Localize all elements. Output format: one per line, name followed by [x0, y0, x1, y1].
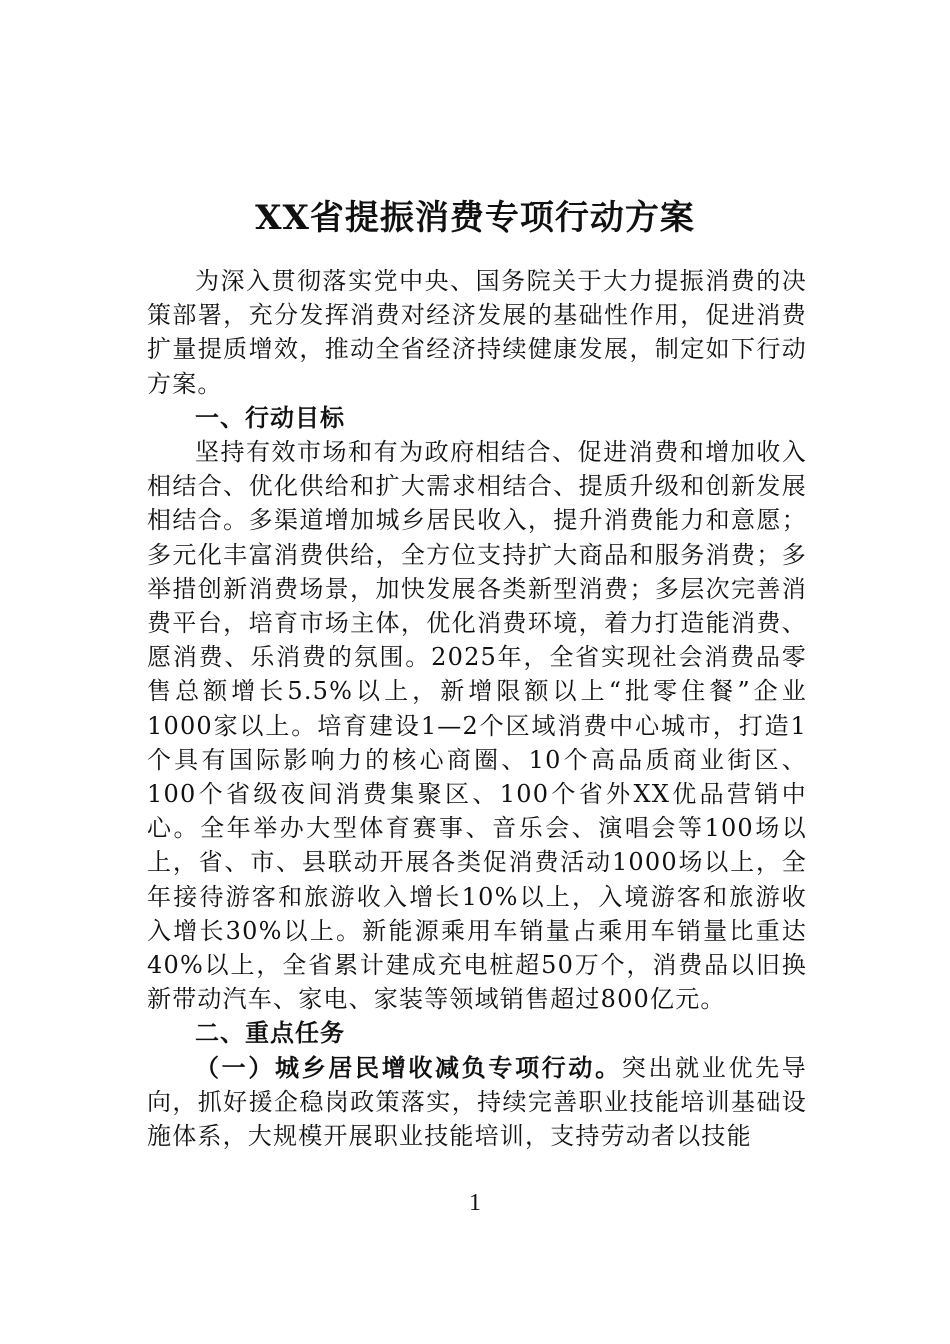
- section-heading-tasks: 二、重点任务: [195, 1019, 345, 1048]
- section-heading-goals: 一、行动目标: [195, 403, 345, 432]
- task-paragraph: [147, 1051, 807, 1154]
- document-title: XX省提振消费专项行动方案: [255, 197, 695, 238]
- task-lead: （一）城乡居民增收减负专项行动。: [195, 1052, 622, 1082]
- document-body: [147, 264, 807, 1153]
- intro-paragraph: 为深入贯彻落实党中央、国务院关于大力提振消费的决策部署，充分发挥消费对经济发展的基础性作用，促进消费扩量提质增效，推动全省经济持续健康发展，制定如下行动方案。: [147, 267, 807, 398]
- goals-paragraph: 坚持有效市场和有为政府相结合、促进消费和增加收入相结合、优化供给和扩大需求相结合、提质升级和创新发展相结合。多渠道增加城乡居民收入，提升消费能力和意愿；多元化丰富消费供给，全方位支持扩大商品和服务消费；多举措创新消费场景，加快发展各类新型消费；多层次完善消费平台，培育市场主体，优化消费环境，着力打造能消费、愿消费、乐消费的氛围。2025年，全省实现社会消费品零售总额增长5.5%以上，新增限额以上“批零住餐”企业1000家以上。培育建设1—2个区域消费中心城市，打造1个具有国际影响力的核心商圈、10个高品质商业街区、100个省级夜间消费集聚区、100个省外XX优品营销中心。全年举办大型体育赛事、音乐会、演唱会等100场以上，省、市、县联动开展各类促消费活动1000场以上，全年接待游客和旅游收入增长10%以上，入境游客和旅游收入增长30%以上。新能源乘用车销量占乘用车销量比重达40%以上，全省累计建成充电桩超50万个，消费品以旧换新带动汽车、家电、家装等领域销售超过800亿元。: [147, 438, 807, 1014]
- page-number: 1: [469, 1190, 481, 1216]
- task-body: 突出就业优先导向，抓好援企稳岗政策落实，持续完善职业技能培训基础设施体系，大规模开展职业技能培训，支持劳动者以技能: [147, 1053, 807, 1151]
